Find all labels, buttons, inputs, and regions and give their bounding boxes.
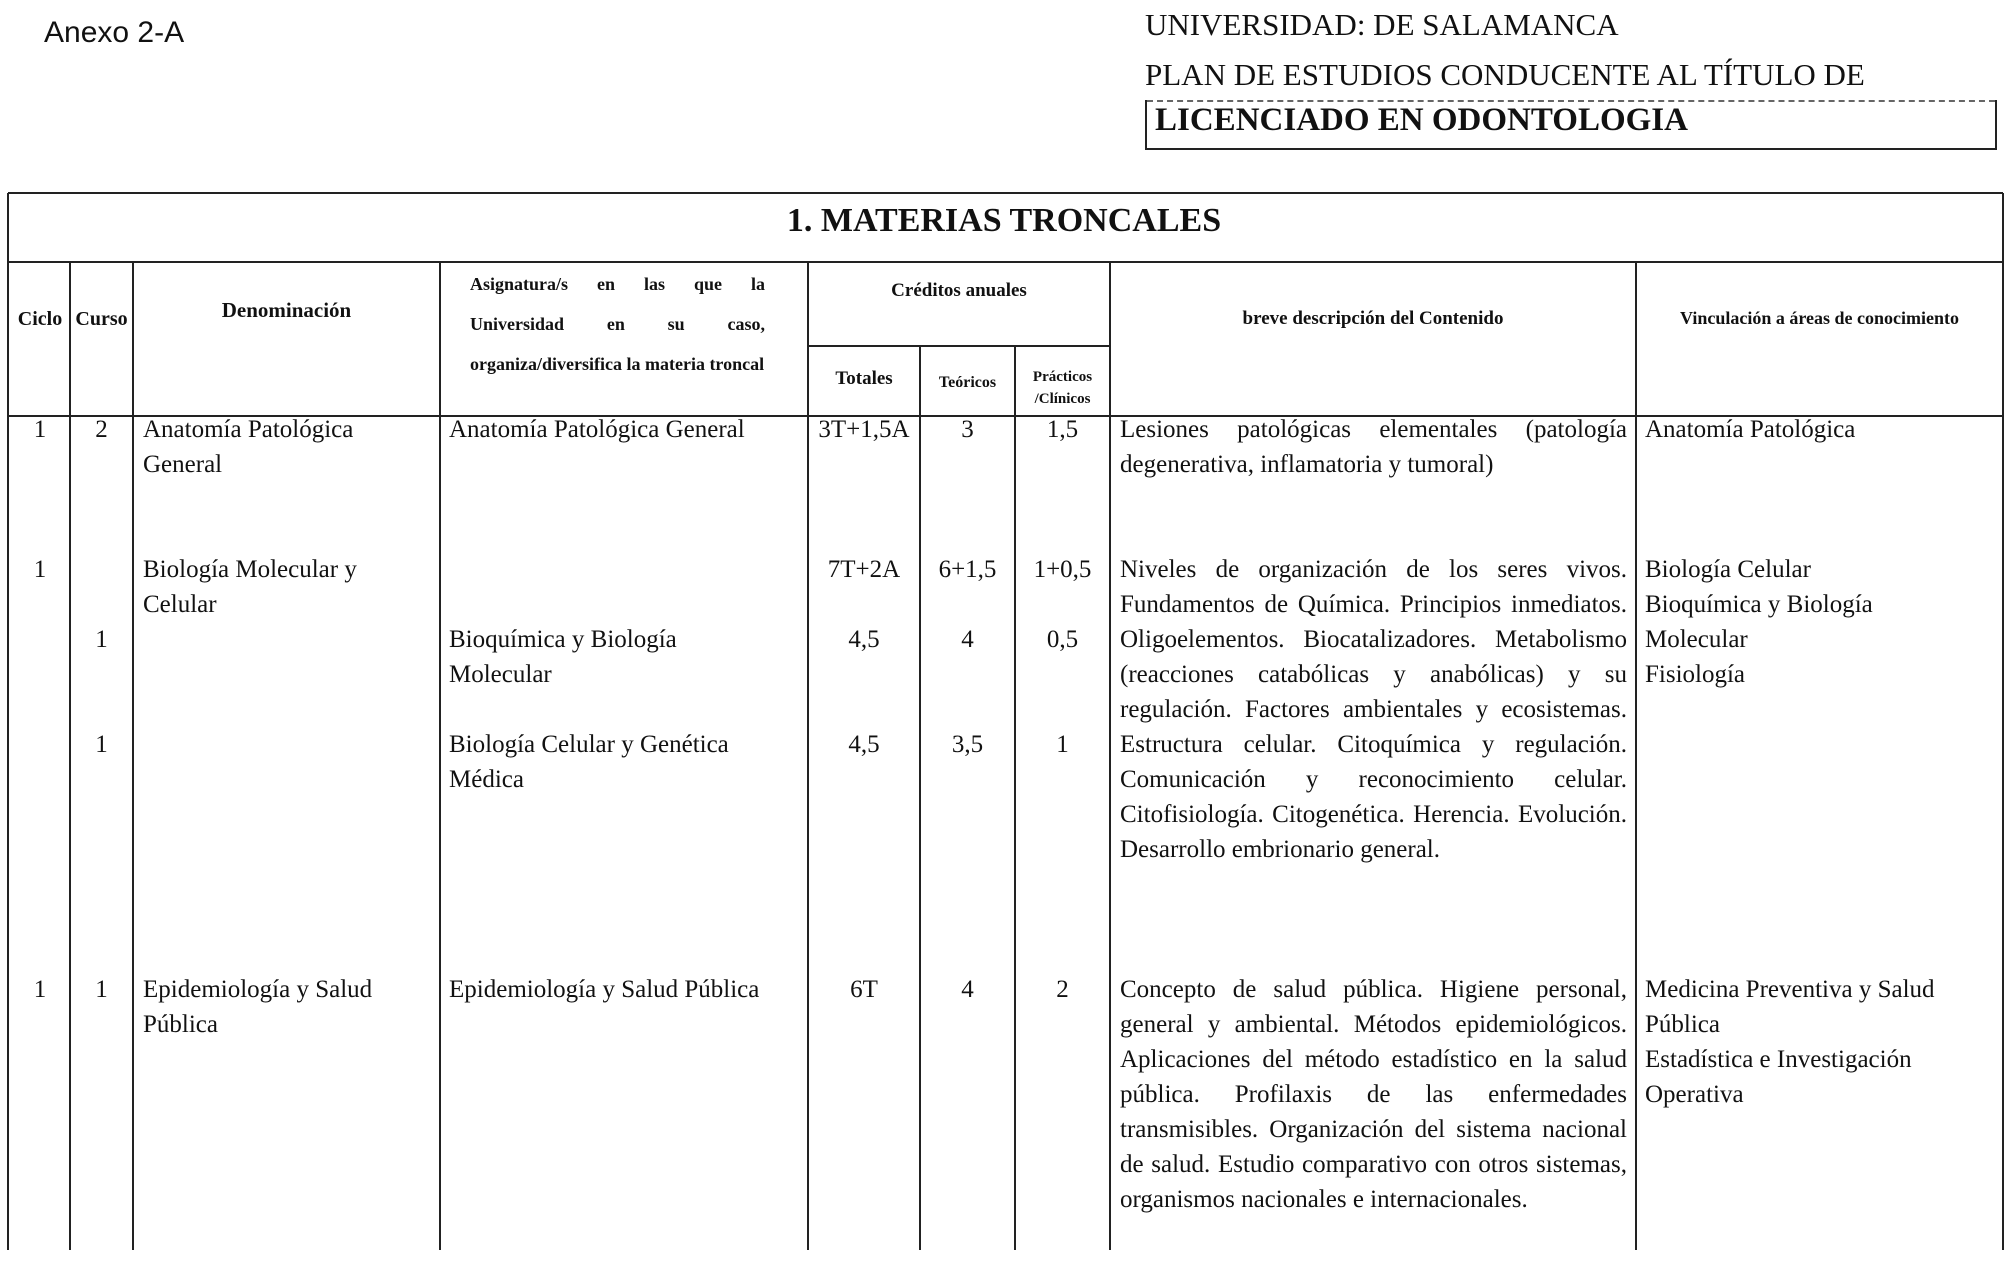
cell-practicos: 2 (1056, 976, 1069, 1003)
cell-teoricos: 4 (961, 976, 974, 1003)
degree-title-box (1145, 100, 1997, 150)
col-creditos: Créditos anuales (891, 280, 1027, 301)
cell-denominacion: Anatomía Patológica General (143, 416, 354, 478)
section-title: 1. MATERIAS TRONCALES (786, 202, 1222, 239)
cell-teoricos: 4 (961, 626, 974, 653)
cell-practicos: 0,5 (1046, 626, 1079, 653)
cell-curso: 1 (95, 731, 108, 758)
cell-asignatura: Anatomía Patológica General (449, 416, 745, 443)
col-denominacion: Denominación (221, 298, 352, 322)
cell-totales: 7T+2A (827, 556, 901, 583)
col-totales: Totales (835, 368, 893, 389)
cell-totales: 3T+1,5A (818, 416, 910, 443)
cell-descripcion: Lesiones patológicas elementales (patología degenerativa, inflamatoria y tumoral) (1120, 416, 1627, 478)
cell-practicos: 1,5 (1046, 416, 1079, 443)
cell-totales: 4,5 (848, 626, 880, 653)
annex-label: Anexo 2-A (44, 16, 185, 49)
cell-totales: 6T (850, 976, 878, 1003)
col-curso: Curso (75, 308, 128, 330)
plan-line: PLAN DE ESTUDIOS CONDUCENTE AL TÍTULO DE (1145, 57, 1865, 92)
cell-asignatura: Bioquímica y Biología Molecular (449, 626, 677, 688)
cell-denominacion: Epidemiología y Salud Pública (143, 976, 373, 1038)
cell-denominacion: Biología Molecular y Celular (143, 556, 357, 618)
col-practicos: Prácticos /Clínicos (1032, 369, 1093, 407)
cell-curso: 1 (95, 626, 108, 653)
col-vinculacion: Vinculación a áreas de conocimiento (1680, 308, 1959, 328)
cell-vinculacion: Anatomía Patológica (1645, 416, 1856, 443)
cell-descripcion: Concepto de salud pública. Higiene personal, general y ambiental. Métodos epidemiológicos. Aplicaciones del método estadístico en la salud pública. Profilaxis de las enfermedades transmisibles. Organización del sistema nacional de salud. Estudio comparativo con otros sistemas, organismos nacionales e internacionales. (1120, 976, 1627, 1213)
cell-practicos: 1 (1056, 731, 1069, 758)
cell-descripcion: Niveles de organización de los seres vivos. Fundamentos de Química. Principios inmediatos. Oligoelementos. Biocatalizadores. Metabolismo (reacciones catabólicas y anabólicas) y su regulación. Factores ambientales y ecosistemas. Estructura celular. Citoquímica y regulación. Comunicación y reconocimiento celular. Citofisiología. Citogenética. Herencia. Evolución. Desarrollo embrionario general. (1120, 556, 1627, 863)
cell-ciclo: 1 (33, 556, 47, 583)
cell-ciclo: 1 (33, 416, 47, 443)
cell-practicos: 1+0,5 (1033, 556, 1092, 583)
cell-asignatura: Biología Celular y Genética Médica (449, 731, 729, 793)
cell-vinculacion: Medicina Preventiva y Salud Pública Estadística e Investigación Operativa (1645, 976, 1935, 1108)
cell-vinculacion: Biología Celular Bioquímica y Biología Molecular Fisiología (1645, 556, 1873, 688)
cell-totales: 4,5 (848, 731, 880, 758)
university-line: UNIVERSIDAD: DE SALAMANCA (1145, 7, 1619, 42)
document-header (1145, 0, 1865, 100)
cell-teoricos: 3,5 (951, 731, 984, 758)
cell-teoricos: 3 (961, 416, 974, 443)
cell-asignatura: Epidemiología y Salud Pública (449, 976, 760, 1003)
degree-title: LICENCIADO EN ODONTOLOGIA (1155, 102, 1688, 138)
cell-teoricos: 6+1,5 (938, 556, 997, 583)
col-asignatura: Asignatura/s en las que la Universidad en su caso, organiza/diversifica la materia troncal (470, 274, 765, 374)
col-descripcion: breve descripción del Contenido (1242, 308, 1504, 329)
cell-curso: 1 (95, 976, 108, 1003)
cell-curso: 2 (95, 416, 108, 443)
col-ciclo: Ciclo (17, 308, 63, 330)
cell-ciclo: 1 (33, 976, 47, 1003)
col-teoricos: Teóricos (938, 374, 997, 391)
